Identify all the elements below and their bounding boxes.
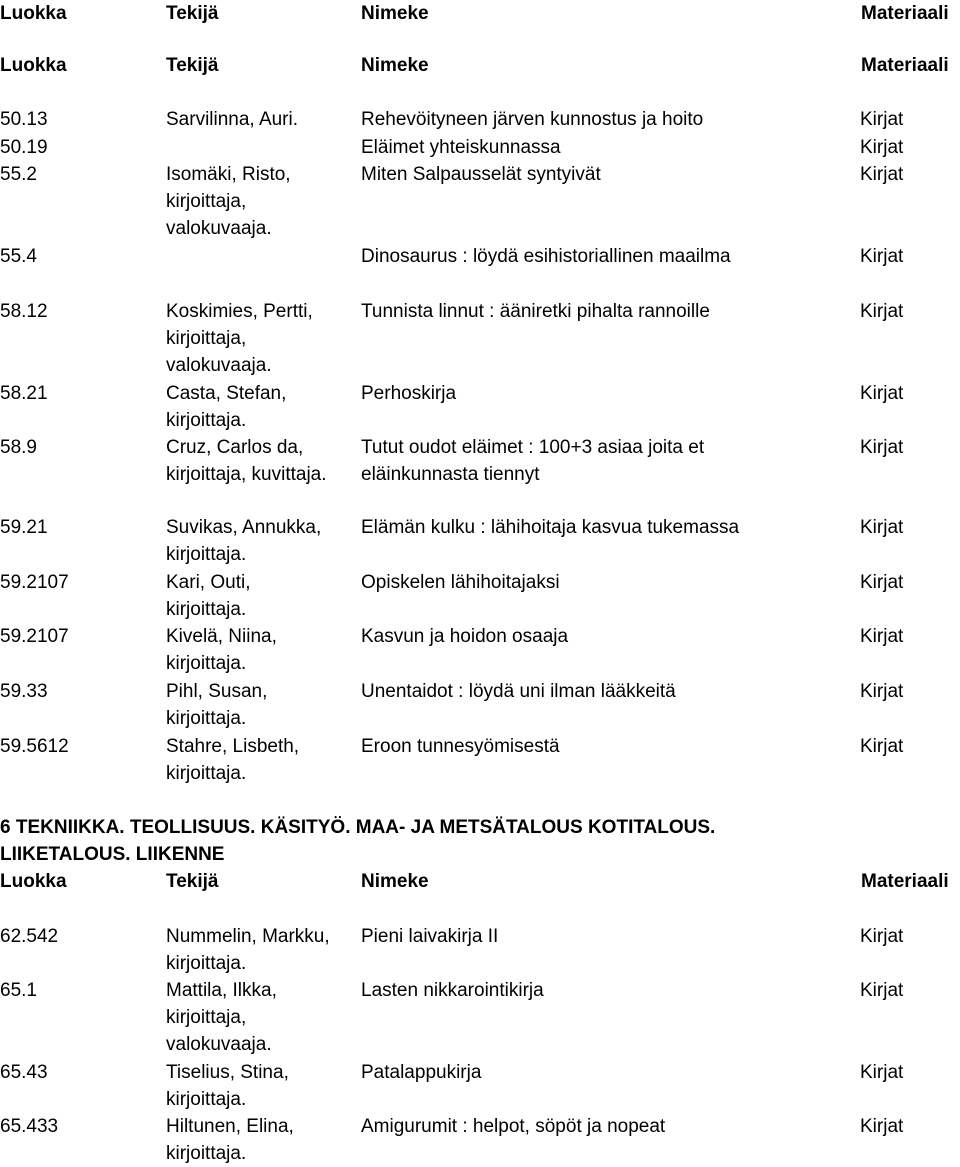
section-heading — [0, 814, 960, 868]
table-header-row — [0, 52, 960, 78]
cell-luokka: 59.2107 — [0, 572, 69, 593]
cell-tekija: Mattila, Ilkka, kirjoittaja, valokuvaaja. — [166, 980, 277, 1055]
page-header-row — [0, 0, 960, 26]
cell-materiaali: Kirjat — [860, 246, 904, 267]
cell-nimeke: Pieni laivakirja II — [361, 926, 499, 947]
cell-nimeke: Unentaidot : löydä uni ilman lääkkeitä — [361, 681, 676, 702]
cell-materiaali: Kirjat — [860, 109, 904, 130]
cell-tekija: Casta, Stefan, kirjoittaja. — [166, 383, 287, 431]
cell-luokka: 62.542 — [0, 926, 59, 947]
cell-materiaali: Kirjat — [860, 137, 904, 158]
cell-tekija: Hiltunen, Elina, kirjoittaja. — [166, 1116, 294, 1164]
header-materiaali: Materiaali — [861, 3, 949, 24]
cell-materiaali: Kirjat — [860, 301, 904, 322]
header-nimeke: Nimeke — [361, 55, 429, 76]
header-luokka: Luokka — [0, 3, 67, 24]
cell-materiaali: Kirjat — [860, 517, 904, 538]
cell-luokka: 58.12 — [0, 301, 48, 322]
cell-nimeke: Dinosaurus : löydä esihistoriallinen maailma — [361, 246, 731, 267]
cell-nimeke: Kasvun ja hoidon osaaja — [361, 626, 569, 647]
cell-tekija: Suvikas, Annukka, kirjoittaja. — [166, 517, 322, 565]
cell-tekija: Tiselius, Stina, kirjoittaja. — [166, 1062, 289, 1110]
cell-tekija: Kivelä, Niina, kirjoittaja. — [166, 626, 277, 674]
cell-tekija: Koskimies, Pertti, kirjoittaja, valokuvaaja. — [166, 301, 313, 376]
cell-luokka: 59.5612 — [0, 736, 69, 757]
cell-nimeke: Eroon tunnesyömisestä — [361, 736, 560, 757]
cell-nimeke: Perhoskirja — [361, 383, 457, 404]
section-heading-line2: LIIKETALOUS. LIIKENNE — [0, 844, 225, 865]
cell-luokka: 59.21 — [0, 517, 48, 538]
cell-tekija: Isomäki, Risto, kirjoittaja, valokuvaaja. — [166, 164, 291, 239]
cell-luokka: 50.19 — [0, 137, 48, 158]
header-materiaali: Materiaali — [861, 871, 949, 892]
cell-luokka: 58.9 — [0, 437, 37, 458]
cell-nimeke: Tutut oudot eläimet : 100+3 asiaa joita et eläinkunnasta tiennyt — [361, 437, 705, 485]
table-header-row — [0, 868, 960, 894]
cell-materiaali: Kirjat — [860, 1116, 904, 1137]
cell-luokka: 59.2107 — [0, 626, 69, 647]
cell-materiaali: Kirjat — [860, 572, 904, 593]
header-tekija: Tekijä — [166, 55, 219, 76]
cell-nimeke: Amigurumit : helpot, söpöt ja nopeat — [361, 1116, 666, 1137]
cell-nimeke: Tunnista linnut : ääniretki pihalta rannoille — [361, 301, 710, 322]
cell-luokka: 58.21 — [0, 383, 48, 404]
header-luokka: Luokka — [0, 55, 67, 76]
cell-luokka: 65.1 — [0, 980, 37, 1001]
cell-materiaali: Kirjat — [860, 926, 904, 947]
header-materiaali: Materiaali — [861, 55, 949, 76]
header-nimeke: Nimeke — [361, 871, 429, 892]
cell-materiaali: Kirjat — [860, 736, 904, 757]
cell-nimeke: Patalappukirja — [361, 1062, 482, 1083]
cell-nimeke: Eläimet yhteiskunnassa — [361, 137, 561, 158]
header-tekija: Tekijä — [166, 3, 219, 24]
cell-tekija: Nummelin, Markku, kirjoittaja. — [166, 926, 330, 974]
cell-materiaali: Kirjat — [860, 681, 904, 702]
cell-nimeke: Miten Salpausselät syntyivät — [361, 164, 601, 185]
cell-tekija: Pihl, Susan, kirjoittaja. — [166, 681, 268, 729]
cell-materiaali: Kirjat — [860, 980, 904, 1001]
cell-tekija: Sarvilinna, Auri. — [166, 109, 299, 130]
cell-materiaali: Kirjat — [860, 626, 904, 647]
cell-luokka: 65.43 — [0, 1062, 48, 1083]
cell-nimeke: Elämän kulku : lähihoitaja kasvua tukemassa — [361, 517, 740, 538]
cell-nimeke: Opiskelen lähihoitajaksi — [361, 572, 560, 593]
cell-luokka: 55.4 — [0, 246, 37, 267]
cell-luokka: 59.33 — [0, 681, 48, 702]
cell-materiaali: Kirjat — [860, 437, 904, 458]
cell-materiaali: Kirjat — [860, 164, 904, 185]
cell-tekija: Kari, Outi, kirjoittaja. — [166, 572, 251, 620]
header-luokka: Luokka — [0, 871, 67, 892]
cell-tekija: Cruz, Carlos da, kirjoittaja, kuvittaja. — [166, 437, 327, 485]
cell-nimeke: Rehevöityneen järven kunnostus ja hoito — [361, 109, 704, 130]
cell-tekija: Stahre, Lisbeth, kirjoittaja. — [166, 736, 300, 784]
cell-luokka: 50.13 — [0, 109, 48, 130]
cell-nimeke: Lasten nikkarointikirja — [361, 980, 544, 1001]
section-heading-line1: 6 TEKNIIKKA. TEOLLISUUS. KÄSITYÖ. MAA- JA METSÄTALOUS KOTITALOUS. — [0, 817, 716, 838]
cell-luokka: 55.2 — [0, 164, 37, 185]
header-tekija: Tekijä — [166, 871, 219, 892]
cell-materiaali: Kirjat — [860, 1062, 904, 1083]
cell-luokka: 65.433 — [0, 1116, 59, 1137]
header-nimeke: Nimeke — [361, 3, 429, 24]
cell-materiaali: Kirjat — [860, 383, 904, 404]
